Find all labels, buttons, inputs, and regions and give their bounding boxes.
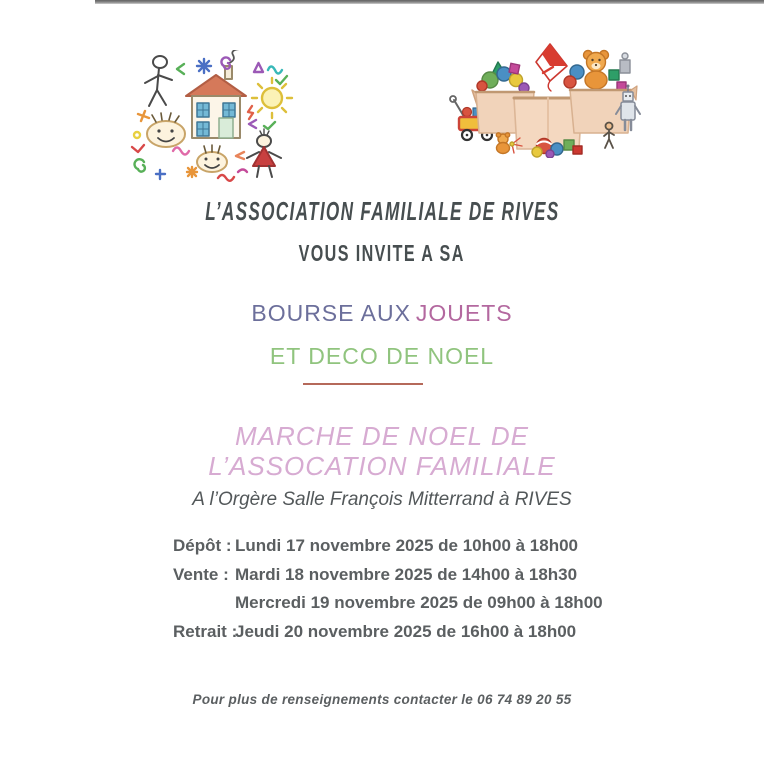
toy-boxes-image	[446, 40, 644, 158]
schedule-detail: Jeudi 20 novembre 2025 de 16h00 à 18h00	[235, 621, 577, 641]
jouets-text: JOUETS	[415, 300, 513, 326]
smiley-face-large-icon	[147, 113, 185, 147]
schedule-row-vente-2	[173, 589, 603, 618]
marche-title	[0, 421, 764, 481]
association-title-text: L’ASSOCIATION FAMILIALE DE RIVES	[204, 196, 560, 226]
schedule-row-retrait	[173, 618, 603, 647]
schedule-row-depot	[173, 532, 603, 561]
schedule-label	[173, 589, 235, 618]
house-icon	[186, 50, 246, 138]
marche-title-line2: L’ASSOCATION FAMILIALE	[208, 451, 556, 481]
schedule-row-vente	[173, 561, 603, 590]
schedule-detail: Mercredi 19 novembre 2025 de 09h00 à 18h00	[235, 593, 603, 612]
teddy-bear-icon	[584, 51, 609, 90]
stick-figure-icon	[145, 56, 172, 106]
contact-info: Pour plus de renseignements contacter le 06 74 89 20 55	[192, 692, 572, 707]
event-title-line2: ET DECO DE NOEL	[269, 343, 495, 369]
sun-icon	[252, 78, 292, 118]
association-title	[0, 196, 764, 227]
schedule-label: Retrait :	[173, 621, 238, 641]
small-doll-icon	[604, 123, 614, 149]
children-drawing-image	[126, 50, 294, 182]
schedule-label: Dépôt :	[173, 536, 232, 555]
schedule-detail: Lundi 17 novembre 2025 de 10h00 à 18h00	[235, 536, 578, 555]
schedule-label: Vente :	[173, 564, 229, 584]
girl-stick-figure-icon	[247, 129, 281, 177]
bourse-aux-text: BOURSE AUX	[251, 300, 411, 326]
marche-title-line1: MARCHE DE NOEL DE	[235, 421, 529, 451]
invite-subtitle-text: VOUS INVITE A SA	[298, 240, 466, 266]
kite-icon	[536, 44, 567, 91]
invite-subtitle	[0, 240, 764, 267]
toy-heap-left	[477, 62, 529, 93]
smiley-face-small-icon	[197, 145, 227, 172]
venue-text: A l’Orgère Salle François Mitterrand à RIVES	[192, 489, 572, 510]
event-title-line1	[0, 300, 764, 327]
divider-line	[303, 383, 423, 385]
schedule-detail: Mardi 18 novembre 2025 de 14h00 à 18h30	[235, 564, 578, 584]
scan-artifact-top-edge	[95, 0, 764, 4]
schedule-block	[173, 532, 603, 646]
